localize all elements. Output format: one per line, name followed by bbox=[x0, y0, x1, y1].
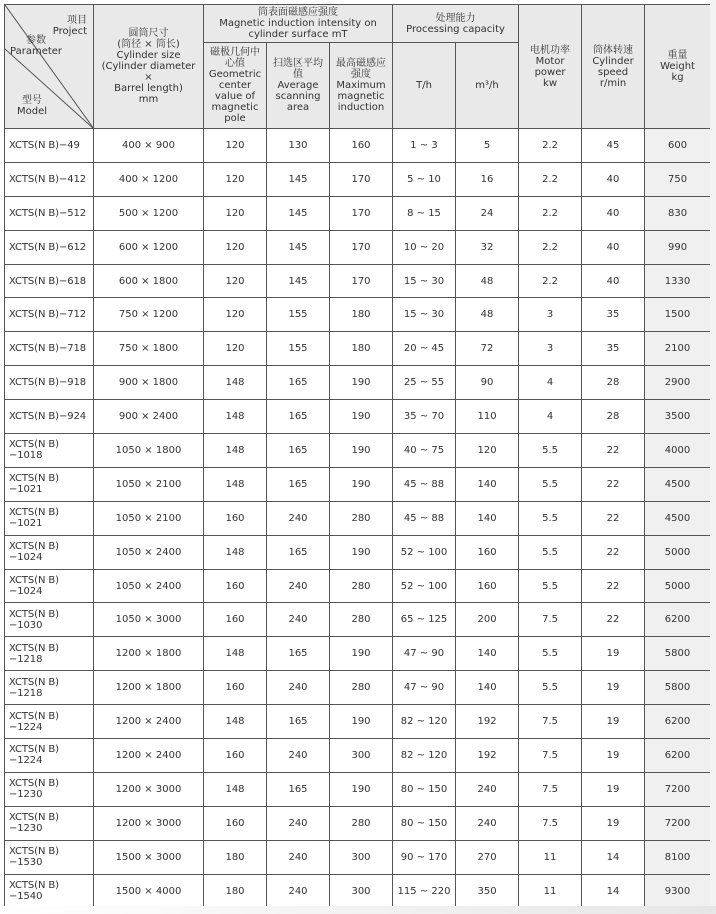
cylinder-speed-cell: 14 bbox=[582, 840, 645, 874]
motor-power-cell: 7.5 bbox=[519, 772, 582, 806]
weight-cell: 8100 bbox=[645, 840, 711, 874]
corner-parameter-label: 参数 Parameter bbox=[10, 35, 63, 57]
average-scanning-cell: 240 bbox=[267, 603, 330, 637]
maximum-induction-cell: 190 bbox=[330, 535, 393, 569]
capacity-m3h-cell: 16 bbox=[456, 162, 519, 196]
geometric-center-cell: 160 bbox=[204, 603, 267, 637]
capacity-tph-cell: 35 ~ 70 bbox=[393, 400, 456, 434]
weight-cell: 600 bbox=[645, 129, 711, 163]
geometric-center-cell: 148 bbox=[204, 637, 267, 671]
average-scanning-cell: 240 bbox=[267, 671, 330, 705]
cylinder-speed-cell: 40 bbox=[582, 230, 645, 264]
cylinder-size-cell: 500 × 1200 bbox=[94, 196, 204, 230]
average-scanning-cell: 145 bbox=[267, 162, 330, 196]
table-row bbox=[5, 467, 711, 501]
weight-cell: 2100 bbox=[645, 332, 711, 366]
capacity-tph-cell: 40 ~ 75 bbox=[393, 434, 456, 468]
weight-cell: 1330 bbox=[645, 264, 711, 298]
capacity-m3h-cell: 192 bbox=[456, 705, 519, 739]
model-cell: XCTS(N B)−512 bbox=[5, 196, 94, 230]
average-scanning-cell: 165 bbox=[267, 772, 330, 806]
cylinder-speed-cell: 22 bbox=[582, 501, 645, 535]
table-row bbox=[5, 772, 711, 806]
cylinder-size-cell: 1050 × 2100 bbox=[94, 467, 204, 501]
corner-model-label: 型号 Model bbox=[17, 95, 48, 117]
average-scanning-cell: 155 bbox=[267, 332, 330, 366]
maximum-induction-cell: 280 bbox=[330, 806, 393, 840]
average-scanning-cell: 130 bbox=[267, 129, 330, 163]
capacity-m3h-cell: 140 bbox=[456, 467, 519, 501]
cylinder-size-cell: 1050 × 2100 bbox=[94, 501, 204, 535]
average-scanning-cell: 145 bbox=[267, 230, 330, 264]
model-cell: XCTS(N B)−1218 bbox=[5, 637, 94, 671]
average-scanning-cell: 240 bbox=[267, 739, 330, 773]
header-geometric-center: 磁极几何中心值 Geometric center value of magnetic pole bbox=[204, 43, 267, 129]
geometric-center-cell: 120 bbox=[204, 332, 267, 366]
average-scanning-cell: 165 bbox=[267, 467, 330, 501]
cylinder-size-cell: 400 × 1200 bbox=[94, 162, 204, 196]
weight-cell: 990 bbox=[645, 230, 711, 264]
average-scanning-cell: 240 bbox=[267, 840, 330, 874]
cylinder-speed-cell: 19 bbox=[582, 671, 645, 705]
capacity-tph-cell: 80 ~ 150 bbox=[393, 772, 456, 806]
weight-cell: 4500 bbox=[645, 467, 711, 501]
capacity-tph-cell: 90 ~ 170 bbox=[393, 840, 456, 874]
geometric-center-cell: 148 bbox=[204, 772, 267, 806]
cylinder-size-cell: 1050 × 2400 bbox=[94, 535, 204, 569]
cylinder-speed-cell: 40 bbox=[582, 264, 645, 298]
model-cell: XCTS(N B)−1224 bbox=[5, 705, 94, 739]
spec-table bbox=[4, 4, 711, 908]
table-row bbox=[5, 603, 711, 637]
model-cell: XCTS(N B)−1030 bbox=[5, 603, 94, 637]
cylinder-size-cell: 1500 × 3000 bbox=[94, 840, 204, 874]
table-row bbox=[5, 129, 711, 163]
capacity-m3h-cell: 110 bbox=[456, 400, 519, 434]
cylinder-speed-cell: 45 bbox=[582, 129, 645, 163]
model-cell: XCTS(N B)−1530 bbox=[5, 840, 94, 874]
geometric-center-cell: 160 bbox=[204, 569, 267, 603]
cylinder-speed-cell: 19 bbox=[582, 806, 645, 840]
model-cell: XCTS(N B)−412 bbox=[5, 162, 94, 196]
maximum-induction-cell: 280 bbox=[330, 671, 393, 705]
model-cell: XCTS(N B)−612 bbox=[5, 230, 94, 264]
cylinder-speed-cell: 19 bbox=[582, 739, 645, 773]
capacity-tph-cell: 10 ~ 20 bbox=[393, 230, 456, 264]
maximum-induction-cell: 190 bbox=[330, 366, 393, 400]
capacity-m3h-cell: 160 bbox=[456, 569, 519, 603]
weight-cell: 7200 bbox=[645, 806, 711, 840]
table-row bbox=[5, 264, 711, 298]
geometric-center-cell: 180 bbox=[204, 874, 267, 908]
table-row bbox=[5, 332, 711, 366]
table-row bbox=[5, 400, 711, 434]
average-scanning-cell: 165 bbox=[267, 705, 330, 739]
cylinder-size-cell: 900 × 1800 bbox=[94, 366, 204, 400]
geometric-center-cell: 160 bbox=[204, 501, 267, 535]
maximum-induction-cell: 170 bbox=[330, 264, 393, 298]
weight-cell: 5800 bbox=[645, 671, 711, 705]
capacity-m3h-cell: 72 bbox=[456, 332, 519, 366]
average-scanning-cell: 165 bbox=[267, 434, 330, 468]
maximum-induction-cell: 160 bbox=[330, 129, 393, 163]
geometric-center-cell: 120 bbox=[204, 196, 267, 230]
cylinder-size-cell: 1200 × 1800 bbox=[94, 671, 204, 705]
cylinder-speed-cell: 19 bbox=[582, 705, 645, 739]
capacity-tph-cell: 20 ~ 45 bbox=[393, 332, 456, 366]
maximum-induction-cell: 280 bbox=[330, 603, 393, 637]
motor-power-cell: 4 bbox=[519, 400, 582, 434]
motor-power-cell: 5.5 bbox=[519, 637, 582, 671]
right-edge-band bbox=[710, 0, 716, 914]
table-row bbox=[5, 739, 711, 773]
capacity-m3h-cell: 240 bbox=[456, 772, 519, 806]
weight-cell: 6200 bbox=[645, 739, 711, 773]
maximum-induction-cell: 190 bbox=[330, 637, 393, 671]
geometric-center-cell: 120 bbox=[204, 162, 267, 196]
maximum-induction-cell: 280 bbox=[330, 569, 393, 603]
weight-cell: 5000 bbox=[645, 535, 711, 569]
weight-cell: 4500 bbox=[645, 501, 711, 535]
capacity-m3h-cell: 140 bbox=[456, 637, 519, 671]
model-cell: XCTS(N B)−712 bbox=[5, 298, 94, 332]
cylinder-size-cell: 1200 × 2400 bbox=[94, 705, 204, 739]
maximum-induction-cell: 190 bbox=[330, 400, 393, 434]
motor-power-cell: 3 bbox=[519, 298, 582, 332]
motor-power-cell: 7.5 bbox=[519, 739, 582, 773]
maximum-induction-cell: 170 bbox=[330, 230, 393, 264]
capacity-m3h-cell: 120 bbox=[456, 434, 519, 468]
model-cell: XCTS(N B)−924 bbox=[5, 400, 94, 434]
cylinder-speed-cell: 40 bbox=[582, 162, 645, 196]
header-cylinder-speed: 筒体转速 Cylinder speed r/min bbox=[582, 5, 645, 129]
cylinder-speed-cell: 28 bbox=[582, 400, 645, 434]
average-scanning-cell: 165 bbox=[267, 400, 330, 434]
motor-power-cell: 4 bbox=[519, 366, 582, 400]
average-scanning-cell: 240 bbox=[267, 874, 330, 908]
capacity-tph-cell: 115 ~ 220 bbox=[393, 874, 456, 908]
capacity-tph-cell: 80 ~ 150 bbox=[393, 806, 456, 840]
maximum-induction-cell: 180 bbox=[330, 298, 393, 332]
motor-power-cell: 7.5 bbox=[519, 705, 582, 739]
capacity-m3h-cell: 90 bbox=[456, 366, 519, 400]
capacity-tph-cell: 8 ~ 15 bbox=[393, 196, 456, 230]
geometric-center-cell: 180 bbox=[204, 840, 267, 874]
cylinder-size-cell: 1200 × 3000 bbox=[94, 806, 204, 840]
maximum-induction-cell: 190 bbox=[330, 772, 393, 806]
cylinder-size-cell: 1500 × 4000 bbox=[94, 874, 204, 908]
model-cell: XCTS(N B)−1024 bbox=[5, 535, 94, 569]
motor-power-cell: 2.2 bbox=[519, 264, 582, 298]
capacity-m3h-cell: 240 bbox=[456, 806, 519, 840]
capacity-tph-cell: 15 ~ 30 bbox=[393, 264, 456, 298]
geometric-center-cell: 148 bbox=[204, 434, 267, 468]
table-row bbox=[5, 806, 711, 840]
table-row bbox=[5, 569, 711, 603]
maximum-induction-cell: 190 bbox=[330, 467, 393, 501]
capacity-tph-cell: 47 ~ 90 bbox=[393, 637, 456, 671]
weight-cell: 2900 bbox=[645, 366, 711, 400]
table-row bbox=[5, 501, 711, 535]
capacity-m3h-cell: 160 bbox=[456, 535, 519, 569]
capacity-m3h-cell: 24 bbox=[456, 196, 519, 230]
weight-cell: 6200 bbox=[645, 603, 711, 637]
table-row bbox=[5, 162, 711, 196]
average-scanning-cell: 145 bbox=[267, 196, 330, 230]
weight-cell: 3500 bbox=[645, 400, 711, 434]
geometric-center-cell: 148 bbox=[204, 400, 267, 434]
model-cell: XCTS(N B)−1021 bbox=[5, 501, 94, 535]
capacity-tph-cell: 5 ~ 10 bbox=[393, 162, 456, 196]
model-cell: XCTS(N B)−918 bbox=[5, 366, 94, 400]
geometric-center-cell: 120 bbox=[204, 298, 267, 332]
header-average-scanning: 扫选区平均值 Average scanning area bbox=[267, 43, 330, 129]
motor-power-cell: 5.5 bbox=[519, 467, 582, 501]
average-scanning-cell: 240 bbox=[267, 501, 330, 535]
weight-cell: 5800 bbox=[645, 637, 711, 671]
table-row bbox=[5, 298, 711, 332]
table-row bbox=[5, 535, 711, 569]
capacity-m3h-cell: 140 bbox=[456, 501, 519, 535]
cylinder-speed-cell: 40 bbox=[582, 196, 645, 230]
bottom-edge-band bbox=[0, 906, 716, 914]
corner-header bbox=[5, 5, 94, 129]
cylinder-speed-cell: 19 bbox=[582, 637, 645, 671]
table-row bbox=[5, 366, 711, 400]
capacity-m3h-cell: 140 bbox=[456, 671, 519, 705]
motor-power-cell: 7.5 bbox=[519, 603, 582, 637]
capacity-m3h-cell: 48 bbox=[456, 264, 519, 298]
geometric-center-cell: 160 bbox=[204, 806, 267, 840]
capacity-tph-cell: 45 ~ 88 bbox=[393, 501, 456, 535]
maximum-induction-cell: 190 bbox=[330, 434, 393, 468]
geometric-center-cell: 160 bbox=[204, 739, 267, 773]
header-motor-power: 电机功率 Motor power kw bbox=[519, 5, 582, 129]
table-row bbox=[5, 196, 711, 230]
header-capacity-m3h: m³/h bbox=[456, 43, 519, 129]
motor-power-cell: 5.5 bbox=[519, 501, 582, 535]
cylinder-speed-cell: 22 bbox=[582, 569, 645, 603]
table-row bbox=[5, 874, 711, 908]
capacity-m3h-cell: 48 bbox=[456, 298, 519, 332]
motor-power-cell: 11 bbox=[519, 874, 582, 908]
weight-cell: 4000 bbox=[645, 434, 711, 468]
average-scanning-cell: 145 bbox=[267, 264, 330, 298]
capacity-tph-cell: 82 ~ 120 bbox=[393, 739, 456, 773]
header-magnetic-induction: 筒表面磁感应强度 Magnetic induction intensity on cylinder surface mT bbox=[204, 5, 393, 43]
motor-power-cell: 3 bbox=[519, 332, 582, 366]
motor-power-cell: 2.2 bbox=[519, 230, 582, 264]
geometric-center-cell: 160 bbox=[204, 671, 267, 705]
table-row bbox=[5, 434, 711, 468]
motor-power-cell: 11 bbox=[519, 840, 582, 874]
maximum-induction-cell: 170 bbox=[330, 162, 393, 196]
model-cell: XCTS(N B)−1224 bbox=[5, 739, 94, 773]
capacity-tph-cell: 15 ~ 30 bbox=[393, 298, 456, 332]
cylinder-size-cell: 1050 × 3000 bbox=[94, 603, 204, 637]
cylinder-speed-cell: 22 bbox=[582, 603, 645, 637]
spec-table-body bbox=[5, 129, 711, 908]
model-cell: XCTS(N B)−1540 bbox=[5, 874, 94, 908]
model-cell: XCTS(N B)−1230 bbox=[5, 772, 94, 806]
capacity-tph-cell: 47 ~ 90 bbox=[393, 671, 456, 705]
model-cell: XCTS(N B)−1230 bbox=[5, 806, 94, 840]
cylinder-size-cell: 1050 × 2400 bbox=[94, 569, 204, 603]
geometric-center-cell: 120 bbox=[204, 264, 267, 298]
corner-project-label: 项目 Project bbox=[52, 15, 87, 37]
model-cell: XCTS(N B)−1218 bbox=[5, 671, 94, 705]
geometric-center-cell: 148 bbox=[204, 535, 267, 569]
table-row bbox=[5, 637, 711, 671]
table-row bbox=[5, 671, 711, 705]
cylinder-speed-cell: 35 bbox=[582, 332, 645, 366]
weight-cell: 7200 bbox=[645, 772, 711, 806]
motor-power-cell: 5.5 bbox=[519, 671, 582, 705]
maximum-induction-cell: 190 bbox=[330, 705, 393, 739]
header-cylinder-size: 圆筒尺寸 (筒径 × 筒长) Cylinder size (Cylinder diameter × Barrel length) mm bbox=[94, 5, 204, 129]
model-cell: XCTS(N B)−718 bbox=[5, 332, 94, 366]
capacity-tph-cell: 65 ~ 125 bbox=[393, 603, 456, 637]
capacity-m3h-cell: 32 bbox=[456, 230, 519, 264]
maximum-induction-cell: 280 bbox=[330, 501, 393, 535]
cylinder-size-cell: 600 × 1200 bbox=[94, 230, 204, 264]
average-scanning-cell: 165 bbox=[267, 637, 330, 671]
capacity-tph-cell: 82 ~ 120 bbox=[393, 705, 456, 739]
header-processing-capacity: 处理能力 Processing capacity bbox=[393, 5, 519, 43]
cylinder-speed-cell: 22 bbox=[582, 535, 645, 569]
motor-power-cell: 2.2 bbox=[519, 129, 582, 163]
motor-power-cell: 2.2 bbox=[519, 196, 582, 230]
model-cell: XCTS(N B)−1018 bbox=[5, 434, 94, 468]
capacity-m3h-cell: 5 bbox=[456, 129, 519, 163]
cylinder-size-cell: 600 × 1800 bbox=[94, 264, 204, 298]
weight-cell: 6200 bbox=[645, 705, 711, 739]
header-capacity-tph: T/h bbox=[393, 43, 456, 129]
geometric-center-cell: 148 bbox=[204, 705, 267, 739]
weight-cell: 5000 bbox=[645, 569, 711, 603]
capacity-m3h-cell: 192 bbox=[456, 739, 519, 773]
capacity-m3h-cell: 350 bbox=[456, 874, 519, 908]
model-cell: XCTS(N B)−1024 bbox=[5, 569, 94, 603]
capacity-tph-cell: 52 ~ 100 bbox=[393, 535, 456, 569]
cylinder-size-cell: 1050 × 1800 bbox=[94, 434, 204, 468]
average-scanning-cell: 240 bbox=[267, 569, 330, 603]
motor-power-cell: 5.5 bbox=[519, 535, 582, 569]
geometric-center-cell: 120 bbox=[204, 230, 267, 264]
table-row bbox=[5, 840, 711, 874]
capacity-tph-cell: 52 ~ 100 bbox=[393, 569, 456, 603]
average-scanning-cell: 165 bbox=[267, 366, 330, 400]
motor-power-cell: 7.5 bbox=[519, 806, 582, 840]
weight-cell: 9300 bbox=[645, 874, 711, 908]
cylinder-size-cell: 1200 × 3000 bbox=[94, 772, 204, 806]
header-maximum-induction: 最高磁感应强度 Maximum magnetic induction bbox=[330, 43, 393, 129]
geometric-center-cell: 148 bbox=[204, 366, 267, 400]
table-row bbox=[5, 230, 711, 264]
model-cell: XCTS(N B)−618 bbox=[5, 264, 94, 298]
cylinder-size-cell: 1200 × 2400 bbox=[94, 739, 204, 773]
capacity-tph-cell: 45 ~ 88 bbox=[393, 467, 456, 501]
geometric-center-cell: 120 bbox=[204, 129, 267, 163]
cylinder-size-cell: 400 × 900 bbox=[94, 129, 204, 163]
capacity-m3h-cell: 200 bbox=[456, 603, 519, 637]
model-cell: XCTS(N B)−1021 bbox=[5, 467, 94, 501]
weight-cell: 750 bbox=[645, 162, 711, 196]
header-weight: 重量 Weight kg bbox=[645, 5, 711, 129]
cylinder-size-cell: 900 × 2400 bbox=[94, 400, 204, 434]
average-scanning-cell: 240 bbox=[267, 806, 330, 840]
maximum-induction-cell: 170 bbox=[330, 196, 393, 230]
cylinder-size-cell: 750 × 1200 bbox=[94, 298, 204, 332]
average-scanning-cell: 165 bbox=[267, 535, 330, 569]
geometric-center-cell: 148 bbox=[204, 467, 267, 501]
cylinder-speed-cell: 14 bbox=[582, 874, 645, 908]
motor-power-cell: 5.5 bbox=[519, 434, 582, 468]
weight-cell: 830 bbox=[645, 196, 711, 230]
model-cell: XCTS(N B)−49 bbox=[5, 129, 94, 163]
cylinder-size-cell: 750 × 1800 bbox=[94, 332, 204, 366]
motor-power-cell: 2.2 bbox=[519, 162, 582, 196]
maximum-induction-cell: 300 bbox=[330, 739, 393, 773]
cylinder-speed-cell: 22 bbox=[582, 434, 645, 468]
cylinder-speed-cell: 28 bbox=[582, 366, 645, 400]
average-scanning-cell: 155 bbox=[267, 298, 330, 332]
weight-cell: 1500 bbox=[645, 298, 711, 332]
maximum-induction-cell: 300 bbox=[330, 840, 393, 874]
table-row bbox=[5, 705, 711, 739]
motor-power-cell: 5.5 bbox=[519, 569, 582, 603]
cylinder-speed-cell: 19 bbox=[582, 772, 645, 806]
capacity-m3h-cell: 270 bbox=[456, 840, 519, 874]
maximum-induction-cell: 180 bbox=[330, 332, 393, 366]
capacity-tph-cell: 25 ~ 55 bbox=[393, 366, 456, 400]
maximum-induction-cell: 300 bbox=[330, 874, 393, 908]
cylinder-size-cell: 1200 × 1800 bbox=[94, 637, 204, 671]
cylinder-speed-cell: 35 bbox=[582, 298, 645, 332]
cylinder-speed-cell: 22 bbox=[582, 467, 645, 501]
capacity-tph-cell: 1 ~ 3 bbox=[393, 129, 456, 163]
